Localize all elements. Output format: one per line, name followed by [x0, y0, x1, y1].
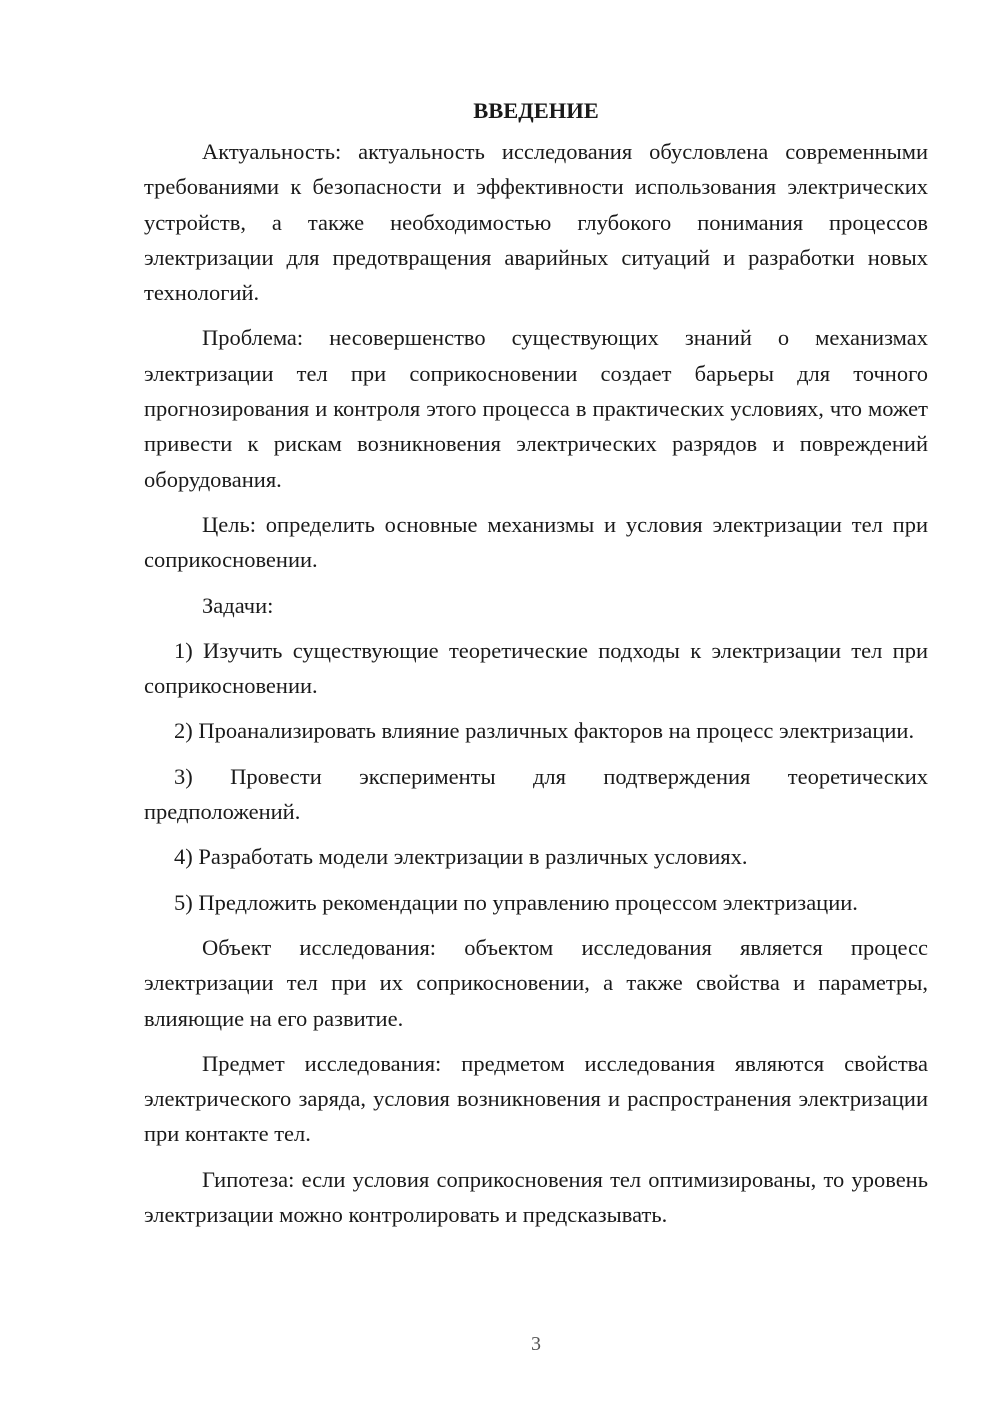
task-item-1: 1) Изучить существующие теоретические подходы к электризации тел при соприкосновении.	[144, 637, 928, 699]
paragraph-tasks-heading: Задачи:	[202, 592, 274, 618]
task-item-5: 5) Предложить рекомендации по управлению процессом электризации.	[174, 889, 858, 915]
task-item-3: 3) Провести эксперименты для подтверждения теоретических предположений.	[144, 763, 928, 825]
task-item-4: 4) Разработать модели электризации в различных условиях.	[174, 844, 748, 870]
section-title: ВВЕДЕНИЕ	[473, 98, 599, 123]
page-number: 3	[531, 1333, 541, 1355]
paragraph-relevance: Актуальность: актуальность исследования обусловлена современными требованиями к безопасности и эффективности использования электрических устройств, а также необходимостью глубокого понимания процессов электризации для предотвращения аварийных ситуаций и разработки новых технологий.	[144, 139, 928, 306]
paragraph-goal: Цель: определить основные механизмы и условия электризации тел при соприкосновении.	[144, 511, 928, 573]
paragraph-object: Объект исследования: объектом исследования является процесс электризации тел при их соприкосновении, а также свойства и параметры, влияющие на его развитие.	[144, 934, 928, 1031]
paragraph-subject: Предмет исследования: предметом исследования являются свойства электрического заряда, условия возникновения и распространения электризации при контакте тел.	[144, 1050, 928, 1147]
paragraph-problem: Проблема: несовершенство существующих знаний о механизмах электризации тел при соприкосновении создает барьеры для точного прогнозирования и контроля этого процесса в практических условиях, что может привести к рискам возникновения электрических разрядов и повреждений оборудования.	[144, 325, 928, 492]
paragraph-hypothesis: Гипотеза: если условия соприкосновения тел оптимизированы, то уровень электризации можно контролировать и предсказывать.	[144, 1166, 928, 1228]
document-body	[144, 96, 928, 1242]
task-item-2: 2) Проанализировать влияние различных факторов на процесс электризации.	[174, 718, 915, 744]
